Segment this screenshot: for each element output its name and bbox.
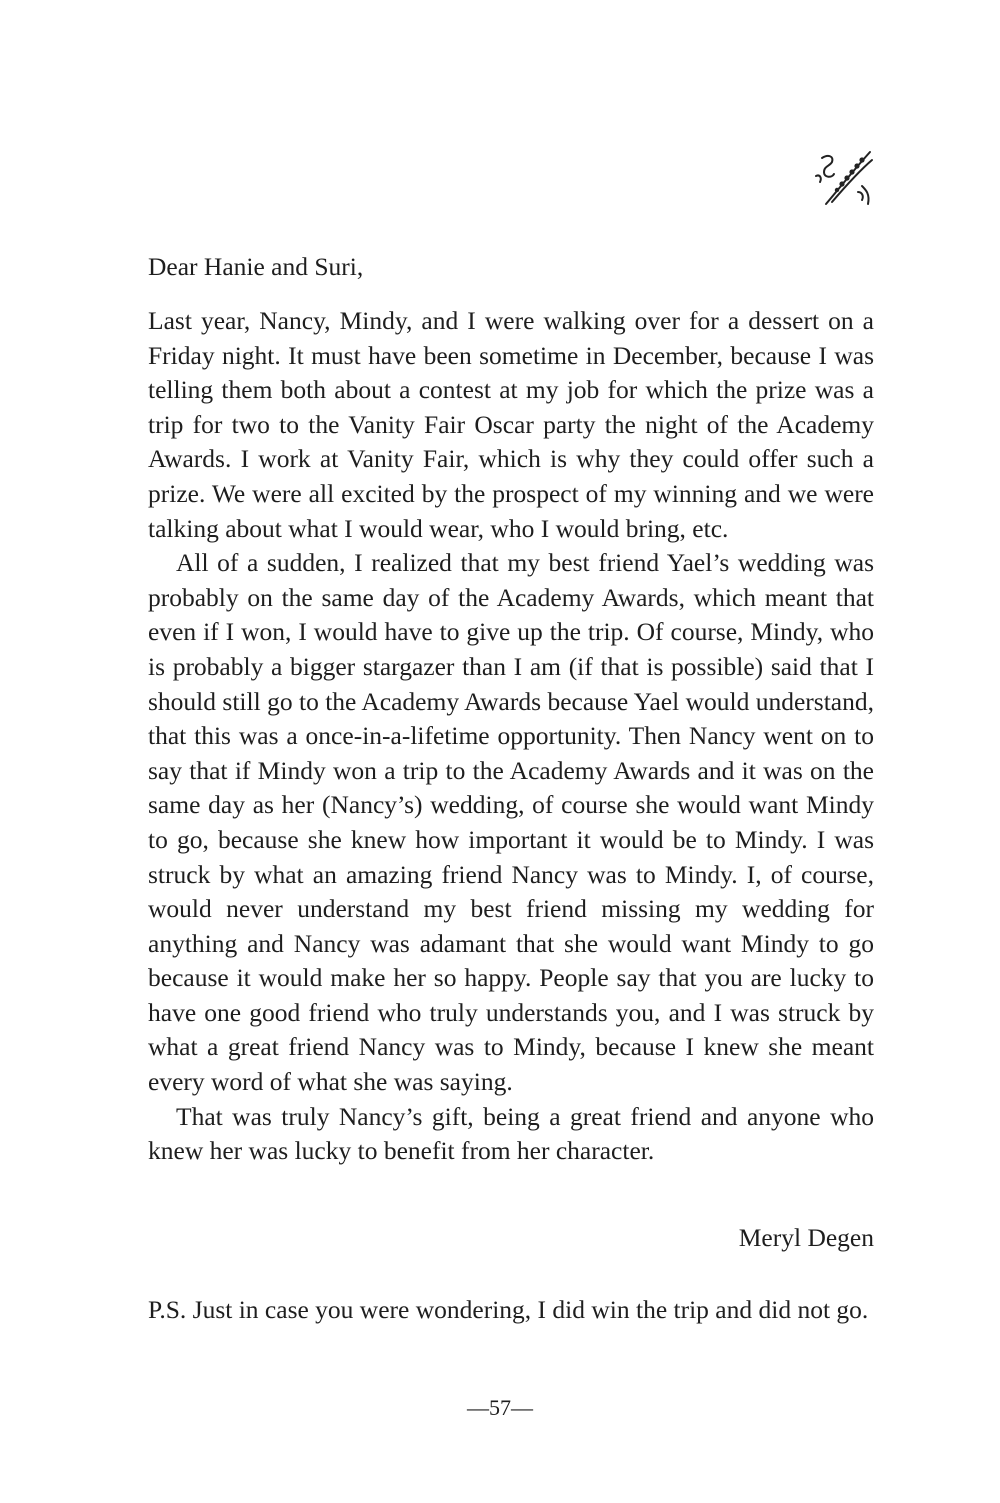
letter-salutation: Dear Hanie and Suri, (148, 252, 364, 281)
letter-signature: Meryl Degen (738, 1223, 874, 1252)
letter-paragraph: Last year, Nancy, Mindy, and I were walking over for a dessert on a Friday night. It must have been sometime in December, because I was telling them both about a contest at my job for which the prize was a trip for two to the Vanity Fair Oscar party the night of the Academy Awards. I work at Vanity Fair, which is why they could offer such a prize. We were all excited by the prospect of my winning and we were talking about what I would wear, who I would bring, etc. (148, 306, 874, 543)
page-number: —57— (467, 1395, 533, 1420)
letter-body (148, 304, 874, 1169)
letter-paragraph: All of a sudden, I realized that my best friend Yael’s wedding was probably on the same day of the Academy Awards, which meant that even if I won, I would have to give up the trip. Of course, Mindy, who is probably a bigger stargazer than I am (if that is possible) said that I should still go to the Academy Awards because Yael would understand, that this was a once-in-a-lifetime opportunity. Then Nancy went on to say that if Mindy won a trip to the Academy Awards and it was on the same day as her (Nancy’s) wedding, of course she would want Mindy to go, because she knew how important it would be to Mindy. I was struck by what an amazing friend Nancy was to Mindy. I, of course, would never understand my best friend missing my wedding for anything and Nancy was adamant that she would want Mindy to go because it would make her so happy. People say that you are lucky to have one good friend who truly understands you, and I was struck by what a great friend Nancy was to Mindy, because I knew she meant every word of what she was saying. (148, 548, 874, 1097)
letter-postscript: P.S. Just in case you were wondering, I did win the trip and did not go. (148, 1295, 869, 1324)
letter-paragraph: That was truly Nancy’s gift, being a great friend and anyone who knew her was lucky to benefit from her character. (148, 1101, 874, 1166)
floral-flourish-icon (812, 146, 876, 210)
